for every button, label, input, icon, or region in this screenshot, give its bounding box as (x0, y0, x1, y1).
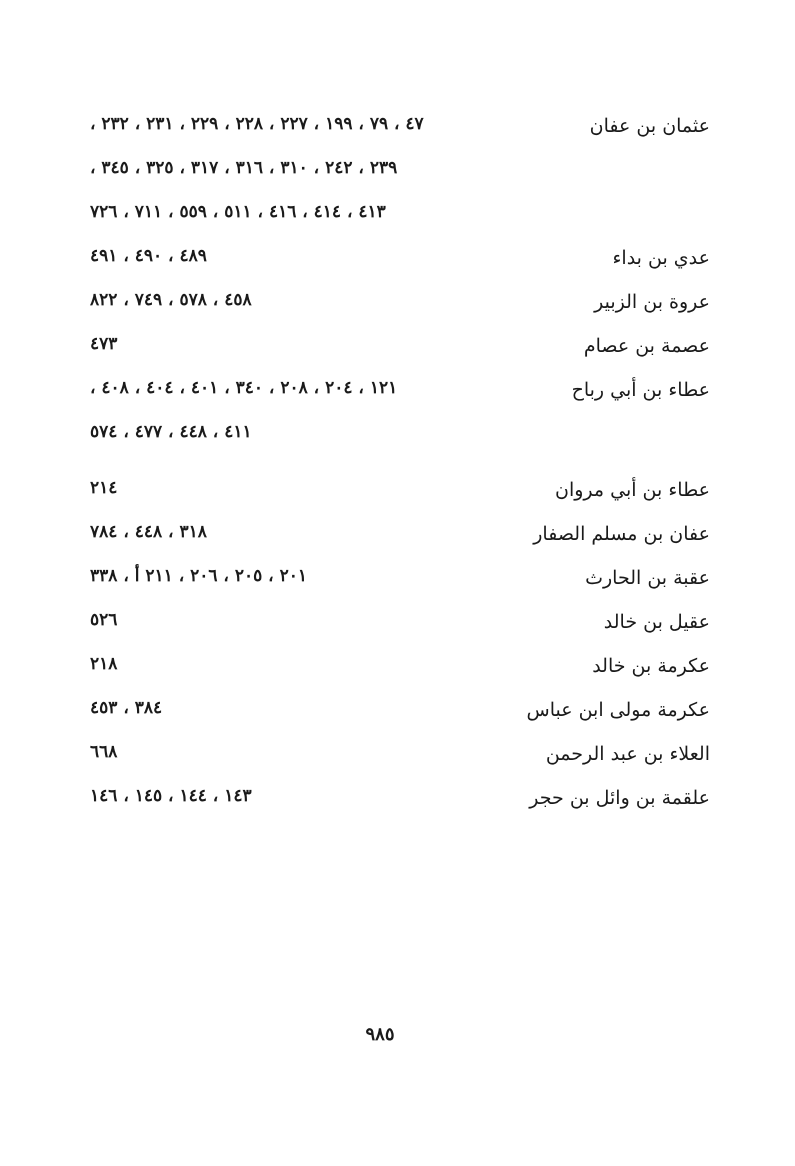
index-entry-line (90, 282, 710, 326)
entry-page-refs: ٣١٨ ، ٤٤٨ ، ٧٨٤ (90, 522, 207, 542)
index-entry (90, 514, 710, 558)
entry-name: عصمة بن عصام (583, 335, 710, 357)
index-entry-line (90, 646, 710, 690)
index-entry-line (90, 602, 710, 646)
entry-page-refs: ٢٠١ ، ٢٠٥ ، ٢٠٦ ، ٢١١ أ ، ٣٣٨ (90, 566, 307, 586)
entry-page-refs: ٤٧ ، ٧٩ ، ١٩٩ ، ٢٢٧ ، ٢٢٨ ، ٢٢٩ ، ٢٣١ ، ٢٣٢ ، (90, 114, 424, 134)
index-entry-line (90, 370, 710, 414)
index-entry (90, 558, 710, 602)
entry-page-refs: ٤٧٣ (90, 334, 118, 354)
index-entry-line (90, 514, 710, 558)
index-entry (90, 370, 710, 458)
entry-name: عكرمة بن خالد (592, 655, 710, 677)
entry-name: علقمة بن وائل بن حجر (529, 787, 710, 809)
entry-page-refs: ٢٣٩ ، ٢٤٢ ، ٣١٠ ، ٣١٦ ، ٣١٧ ، ٣٢٥ ، ٣٤٥ ، (90, 158, 398, 178)
index-entry-line (90, 470, 710, 514)
entry-page-refs: ٤١٣ ، ٤١٤ ، ٤١٦ ، ٥١١ ، ٥٥٩ ، ٧١١ ، ٧٢٦ (90, 202, 386, 222)
index-entry (90, 326, 710, 370)
entry-name: عكرمة مولى ابن عباس (526, 699, 710, 721)
index-entry (90, 470, 710, 514)
entry-name: عثمان بن عفان (589, 115, 710, 137)
index-entry-line (90, 150, 710, 194)
index-entry-line (90, 414, 710, 458)
index-entry (90, 602, 710, 646)
index-entry-line (90, 558, 710, 602)
index-entry (90, 106, 710, 238)
entry-page-refs: ٦٦٨ (90, 742, 118, 762)
index-entry (90, 734, 710, 778)
entry-page-refs: ٣٨٤ ، ٤٥٣ (90, 698, 163, 718)
entry-name: عقبة بن الحارث (585, 567, 710, 589)
entry-name: العلاء بن عبد الرحمن (545, 743, 710, 765)
index-entry (90, 282, 710, 326)
index-entry (90, 778, 710, 822)
entry-name: عقيل بن خالد (603, 611, 710, 633)
entry-page-refs: ٢١٤ (90, 478, 118, 498)
entry-page-refs: ٤٥٨ ، ٥٧٨ ، ٧٤٩ ، ٨٢٢ (90, 290, 252, 310)
entry-page-refs: ٥٢٦ (90, 610, 118, 630)
entry-name: عدي بن بداء (612, 247, 710, 269)
entry-page-refs: ١٢١ ، ٢٠٤ ، ٢٠٨ ، ٣٤٠ ، ٤٠١ ، ٤٠٤ ، ٤٠٨ ، (90, 378, 398, 398)
entry-page-refs: ٢١٨ (90, 654, 118, 674)
entry-name: عطاء بن أبي مروان (555, 479, 710, 501)
index-entry-line (90, 194, 710, 238)
entry-page-refs: ١٤٣ ، ١٤٤ ، ١٤٥ ، ١٤٦ (90, 786, 252, 806)
index-entries (90, 106, 710, 822)
index-entry-line (90, 778, 710, 822)
index-entry-line (90, 238, 710, 282)
entry-page-refs: ٤٨٩ ، ٤٩٠ ، ٤٩١ (90, 246, 207, 266)
index-entry-line (90, 326, 710, 370)
entry-page-refs: ٤١١ ، ٤٤٨ ، ٤٧٧ ، ٥٧٤ (90, 422, 252, 442)
entry-name: عروة بن الزبير (594, 291, 710, 313)
entry-name: عطاء بن أبي رباح (571, 379, 710, 401)
page-number: ٩٨٥ (365, 1024, 395, 1045)
index-entry-line (90, 690, 710, 734)
entry-name: عفان بن مسلم الصفار (533, 523, 710, 545)
index-entry-line (90, 734, 710, 778)
index-entry-line (90, 106, 710, 150)
index-entry (90, 238, 710, 282)
index-entry (90, 646, 710, 690)
index-entry (90, 690, 710, 734)
